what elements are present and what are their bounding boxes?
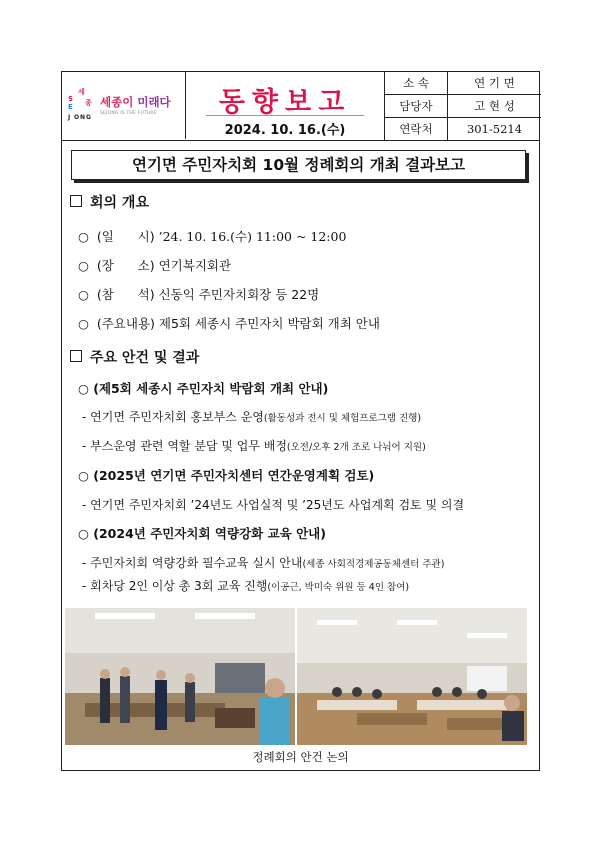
item-value: 제5회 세종시 주민자치 박람회 개최 안내 (158, 316, 380, 331)
overview-item-place (78, 256, 231, 274)
item-label: ○ (참 석) (78, 287, 155, 302)
meta-value: 301-5214 (448, 118, 542, 141)
photo-caption: 정례회의 안건 논의 (252, 750, 349, 764)
logo-mark-letter: S (68, 95, 74, 103)
logo-mark-letter: G (86, 114, 91, 121)
meta-row (385, 118, 542, 141)
logo-subtitle: SEJONG IS THE FUTURE (100, 111, 157, 116)
detail-text: - 주민자치회 역량강화 필수교육 실시 안내 (82, 556, 303, 570)
report-header (62, 72, 539, 141)
report-frame (61, 71, 540, 771)
overview-item-date (78, 227, 346, 245)
detail-note: (활동성과 전시 및 체험프로그램 진행) (263, 413, 422, 424)
meta-key: 담당자 (385, 95, 448, 118)
meta-key: 소 속 (385, 72, 448, 95)
meta-value: 연 기 면 (448, 72, 542, 95)
sejong-logo (62, 72, 186, 139)
logo-slogan-b: 미래다 (137, 95, 171, 109)
agenda-title-training: ○ (2024년 주민자치회 역량강화 교육 안내) (78, 526, 326, 541)
detail-text: - 부스운영 관련 역할 분담 및 업무 배정 (82, 439, 287, 453)
agenda-title-expo: ○ (제5회 세종시 주민자치 박람회 개최 안내) (78, 381, 329, 396)
subject-title: 연기면 주민자치회 10월 정례회의 개최 결과보고 (71, 150, 526, 180)
section-title-text: 주요 안건 및 결과 (90, 350, 200, 366)
title-cell (186, 72, 384, 139)
detail-note: (세종 사회적경제공동체센터 주관) (302, 559, 445, 570)
detail-note: (이공근, 박미숙 위원 등 4인 참여) (267, 582, 410, 593)
title-divider (206, 115, 364, 116)
section-box-icon (70, 195, 82, 207)
meta-key: 연락처 (385, 118, 448, 141)
meta-table (384, 72, 541, 140)
logo-mark-letter: J (68, 114, 71, 121)
agenda-detail: - 연기면 주민자치회 ’24년도 사업실적 및 ’25년도 사업계획 검토 및 의결 (82, 498, 465, 512)
logo-slogan-a: 세종이 (100, 95, 138, 109)
section-title-overview (70, 192, 149, 212)
agenda-detail (82, 554, 444, 571)
report-date: 2024. 10. 16.(수) (224, 123, 346, 138)
agenda-detail (82, 577, 409, 594)
section-box-icon (70, 350, 82, 362)
overview-item-attendees (78, 285, 319, 303)
logo-mark-letter: 세 (78, 88, 85, 96)
logo-mark-letter: O (74, 114, 80, 121)
item-value: 연기복지회관 (158, 258, 232, 273)
meeting-photo-right (297, 608, 527, 745)
detail-text: - 회차당 2인 이상 총 3회 교육 진행 (82, 579, 268, 593)
logo-mark-letter: N (80, 114, 86, 121)
meta-row (385, 72, 542, 95)
item-value: ’24. 10. 16.(수) 11:00 ~ 12:00 (158, 229, 347, 244)
report-title: 동향보고 (218, 87, 352, 118)
item-label: ○ (주요내용) (78, 316, 155, 331)
agenda-detail (82, 437, 426, 454)
agenda-detail (82, 408, 421, 425)
agenda-title-plan: ○ (2025년 연기면 주민자치센터 연간운영계획 검토) (78, 468, 375, 483)
logo-mark-letter: 종 (85, 99, 92, 107)
detail-text: - 연기면 주민자치회 홍보부스 운영 (82, 410, 264, 424)
detail-note: (오전/오후 2개 조로 나눠어 지원) (286, 442, 426, 453)
meta-value: 고 현 성 (448, 95, 542, 118)
item-label: ○ (장 소) (78, 258, 155, 273)
logo-mark-letter: E (68, 103, 73, 111)
item-label: ○ (일 시) (78, 229, 155, 244)
meta-row (385, 95, 542, 118)
meeting-photos (65, 608, 527, 745)
meeting-photo-left (65, 608, 295, 745)
sejong-logo-mark (68, 89, 96, 123)
overview-item-content (78, 314, 380, 332)
section-title-text: 회의 개요 (90, 195, 149, 211)
item-value: 신동익 주민자치회장 등 22명 (158, 287, 320, 302)
logo-slogan (100, 94, 171, 110)
section-title-agenda (70, 347, 199, 367)
